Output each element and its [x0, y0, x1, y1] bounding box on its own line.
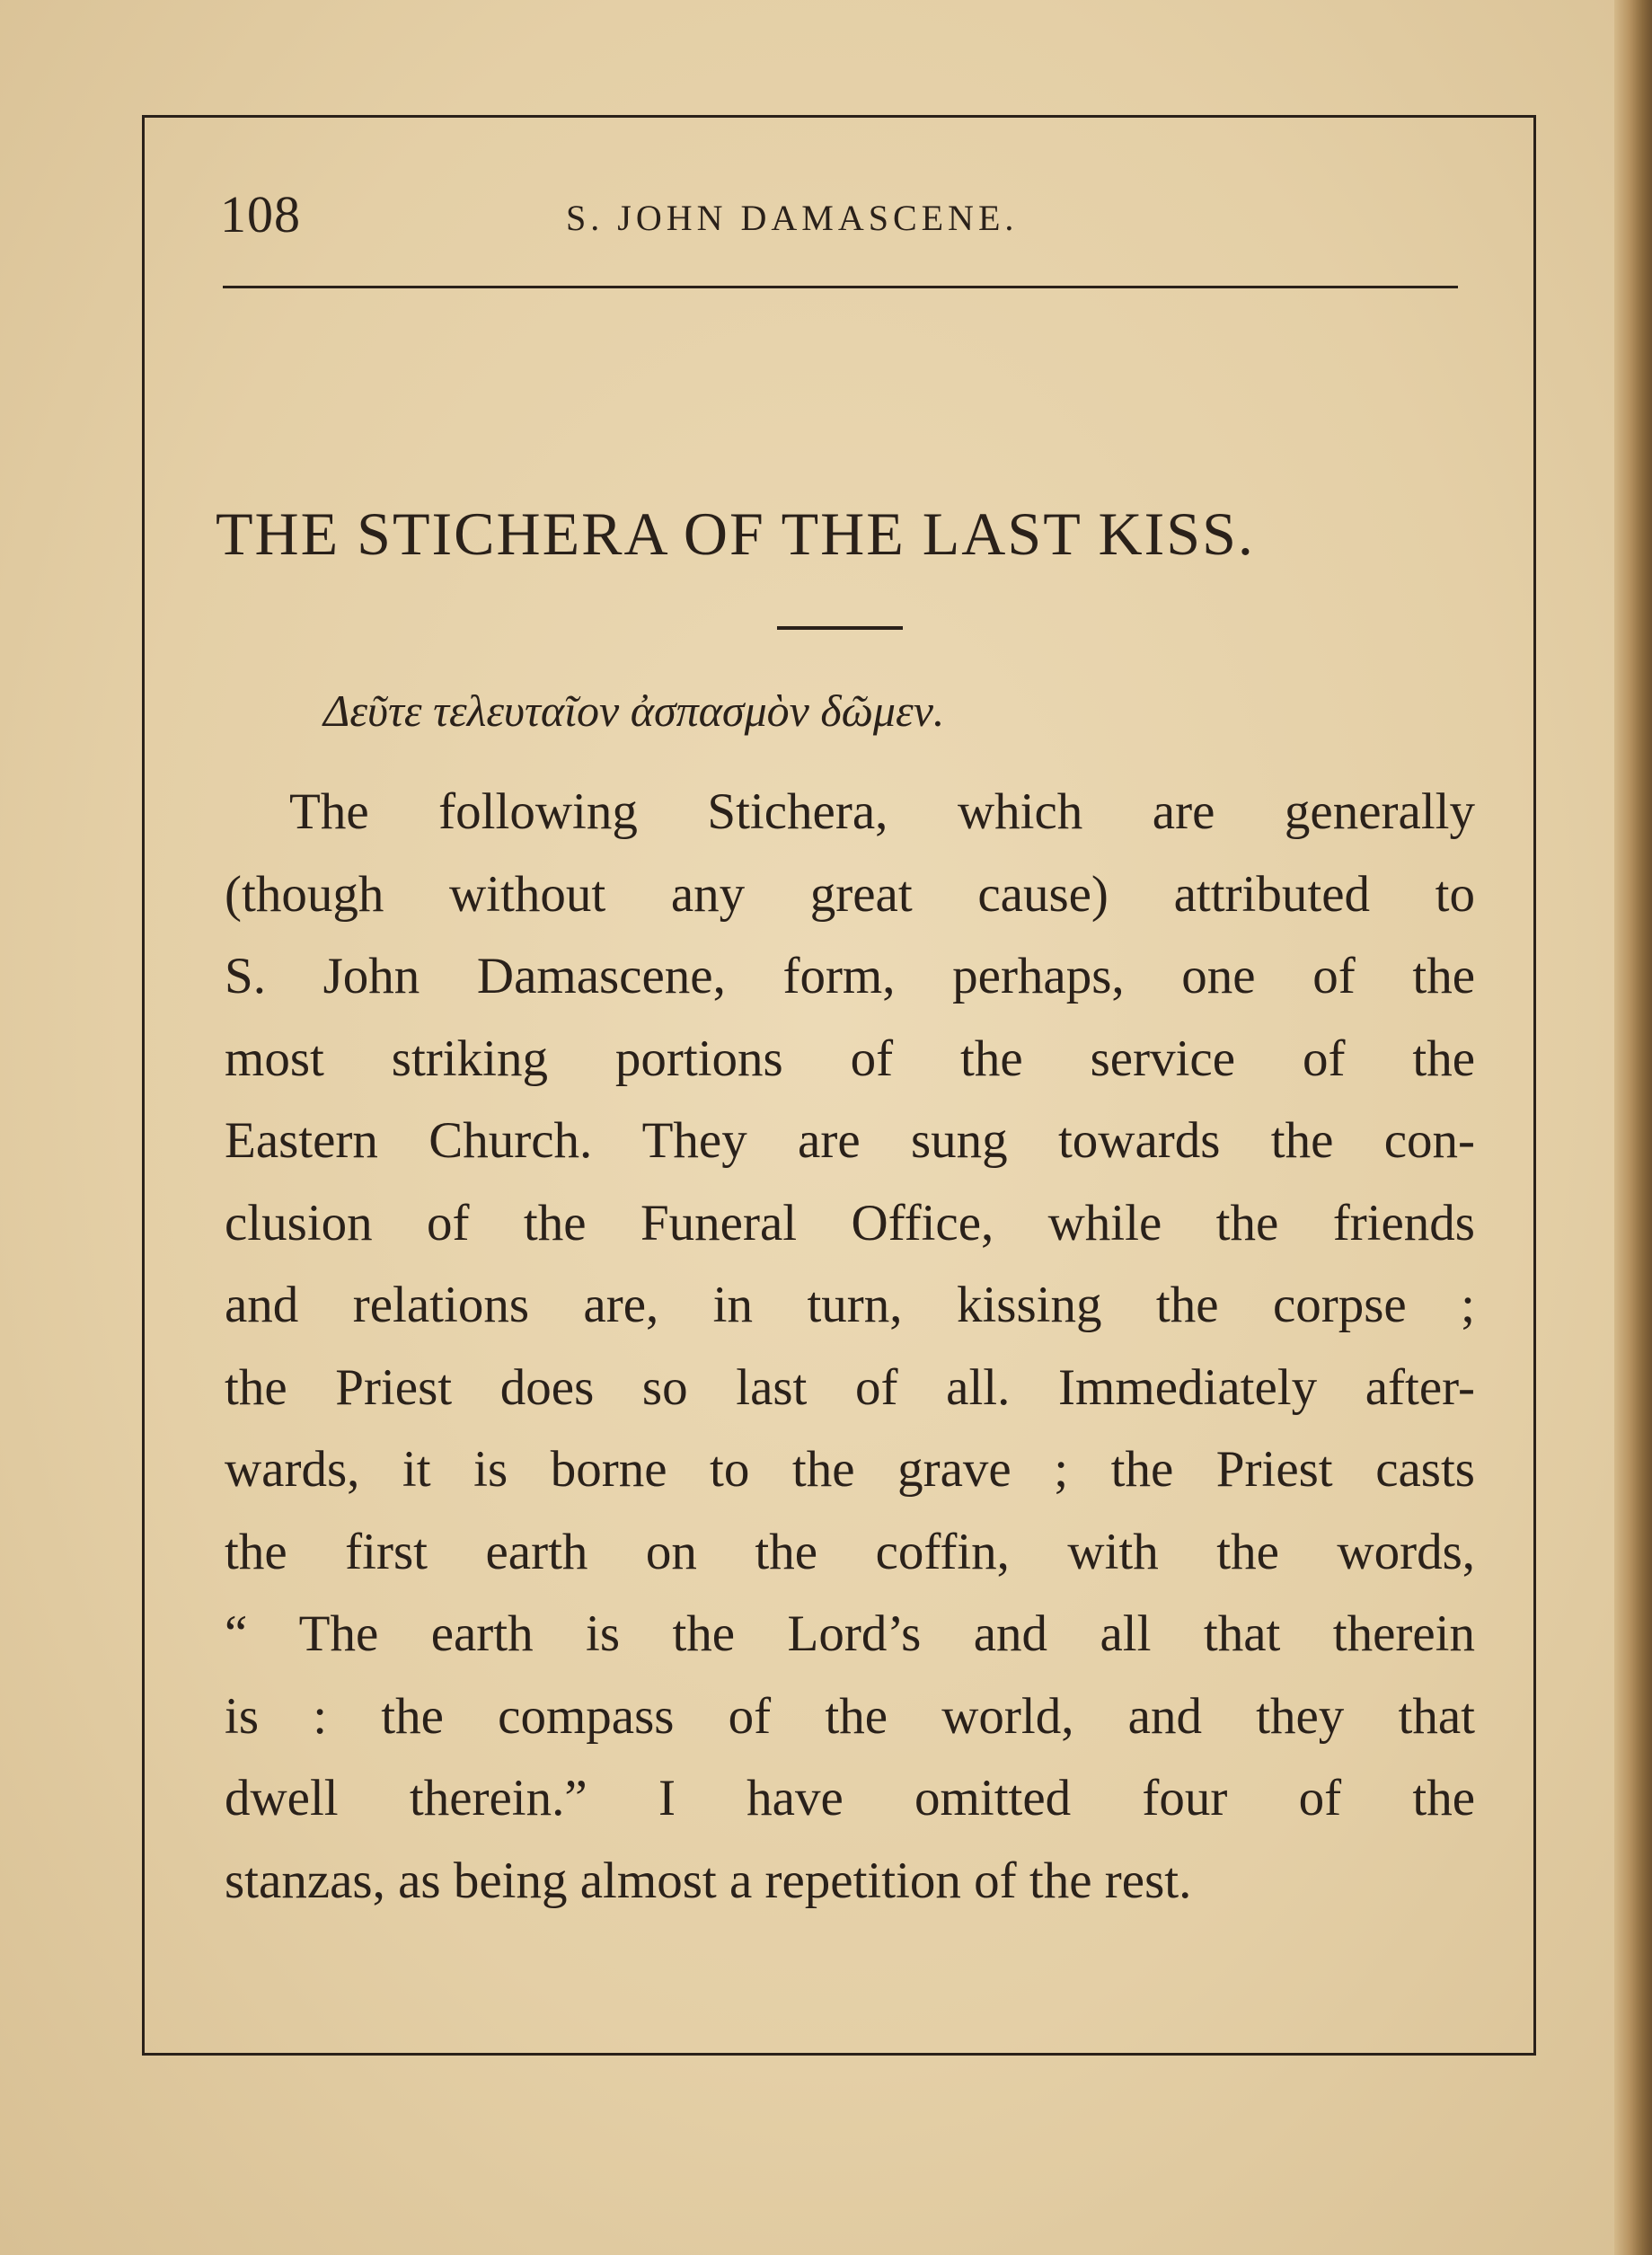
body-line: the first earth on the coffin, with the words,: [225, 1523, 1475, 1580]
body-line: wards, it is borne to the grave ; the Priest casts: [225, 1441, 1475, 1498]
page-number: 108: [220, 185, 301, 243]
body-line: is : the compass of the world, and they that: [225, 1687, 1475, 1745]
body-line: The following Stichera, which are generally: [289, 783, 1475, 840]
body-line: most striking portions of the service of the: [225, 1030, 1475, 1087]
body-line: S. John Damascene, form, perhaps, one of the: [225, 948, 1475, 1004]
body-paragraph: [225, 771, 1475, 1922]
body-line: the Priest does so last of all. Immediately after-: [225, 1358, 1475, 1416]
running-title: S. JOHN DAMASCENE.: [566, 198, 1019, 238]
body-line: Eastern Church. They are sung towards the con-: [225, 1112, 1475, 1169]
body-line: (though without any great cause) attributed to: [225, 865, 1475, 923]
body-line: “ The earth is the Lord’s and all that therein: [225, 1605, 1475, 1662]
body-line: and relations are, in turn, kissing the corpse ;: [225, 1277, 1475, 1333]
chapter-title: THE STICHERA OF THE LAST KISS.: [216, 500, 1255, 568]
running-head: [220, 184, 1478, 247]
header-rule: [223, 286, 1458, 288]
body-line: dwell therein.” I have omitted four of the: [225, 1770, 1475, 1826]
body-line: stanzas, as being almost a repetition of the rest.: [225, 1852, 1192, 1909]
body-line: clusion of the Funeral Office, while the friends: [225, 1194, 1475, 1251]
title-rule: [777, 626, 903, 630]
page-edge: [1614, 0, 1652, 2255]
greek-epigraph: Δεῦτε τελευταῖον ἀσπασμὸν δῶμεν.: [323, 685, 945, 736]
